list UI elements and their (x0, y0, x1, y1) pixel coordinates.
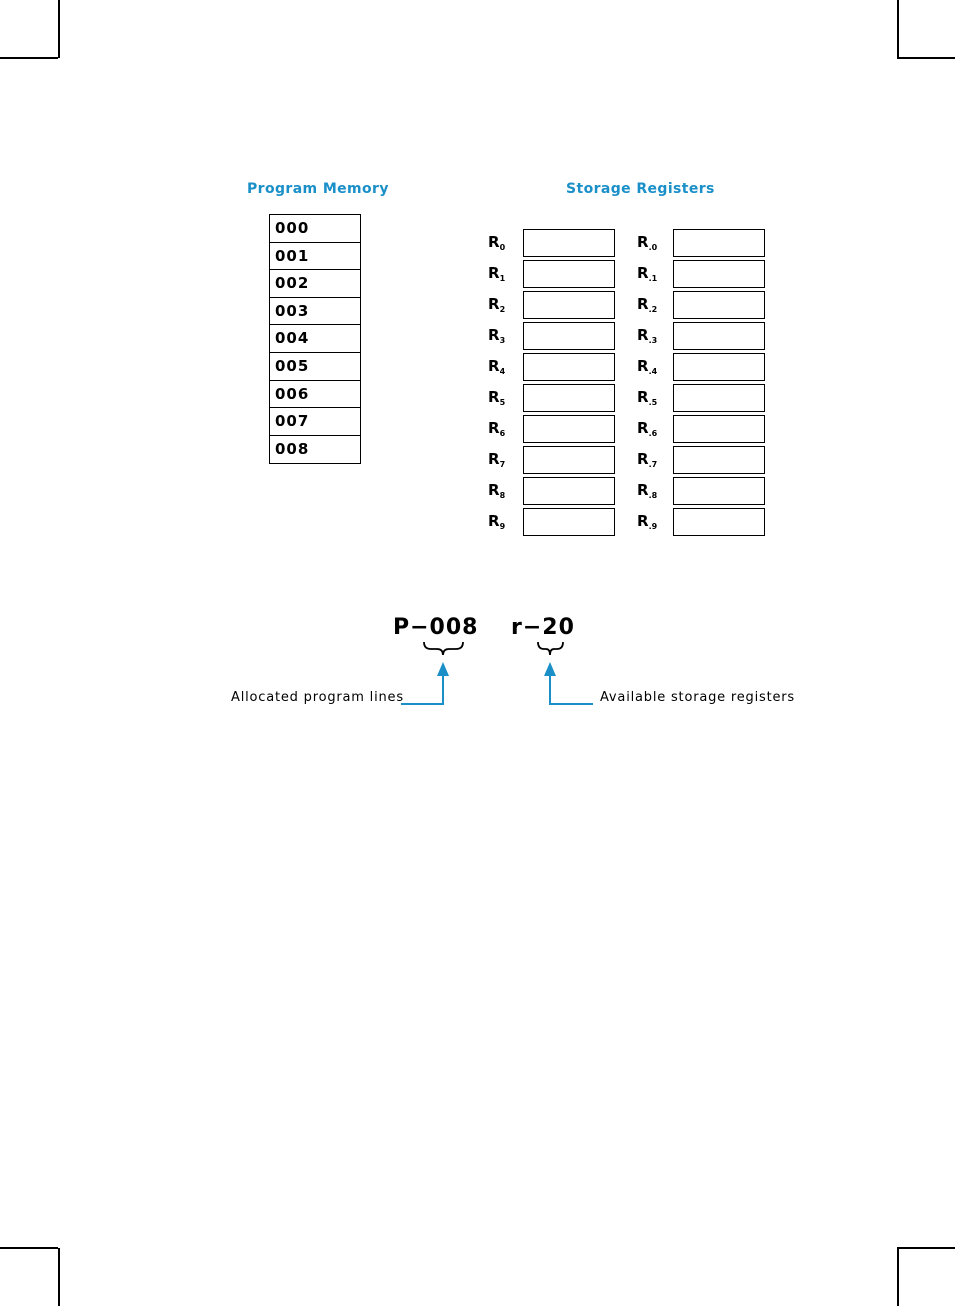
register-box (673, 353, 765, 381)
register-letter: R (488, 326, 500, 344)
register-box (523, 415, 615, 443)
register-box (673, 477, 765, 505)
crop-mark-bottom-right-vertical (897, 1248, 899, 1306)
program-lines-brace (424, 642, 463, 655)
register-label (637, 481, 657, 500)
register-index: .2 (648, 305, 658, 314)
register-label (637, 326, 657, 345)
crop-mark-bottom-left-horizontal (0, 1247, 58, 1249)
register-index: .9 (648, 522, 658, 531)
crop-mark-top-left-horizontal (0, 57, 58, 59)
crop-mark-bottom-left-vertical (58, 1248, 60, 1306)
register-letter: R (637, 419, 649, 437)
register-index: 2 (499, 305, 506, 314)
storage-registers-heading: Storage Registers (566, 181, 715, 197)
register-label (488, 388, 505, 407)
register-letter: R (637, 512, 649, 530)
register-box (523, 446, 615, 474)
register-letter: R (488, 233, 500, 251)
register-box (673, 291, 765, 319)
register-index: 1 (499, 274, 506, 283)
register-box (673, 322, 765, 350)
register-status-display: r−20 (511, 615, 575, 640)
register-label (488, 450, 505, 469)
register-letter: R (637, 264, 649, 282)
register-label (637, 450, 657, 469)
register-letter: R (488, 481, 500, 499)
register-label (488, 264, 505, 283)
allocated-program-lines-caption: Allocated program lines (231, 690, 404, 705)
register-letter: R (637, 233, 649, 251)
register-index: .6 (648, 429, 658, 438)
program-line: 006 (270, 381, 360, 409)
register-letter: R (488, 264, 500, 282)
register-letter: R (488, 419, 500, 437)
program-line: 001 (270, 243, 360, 271)
register-box (673, 229, 765, 257)
crop-mark-top-right-vertical (897, 0, 899, 58)
register-box (523, 384, 615, 412)
register-box (523, 353, 615, 381)
register-box (673, 260, 765, 288)
register-index: .4 (648, 367, 658, 376)
register-box (673, 384, 765, 412)
register-index: .3 (648, 336, 658, 345)
register-index: .7 (648, 460, 658, 469)
program-memory-heading: Program Memory (247, 181, 389, 197)
register-index: 6 (499, 429, 506, 438)
register-label (488, 481, 505, 500)
register-letter: R (488, 295, 500, 313)
register-label (488, 295, 505, 314)
register-index: .0 (648, 243, 658, 252)
register-label (637, 357, 657, 376)
register-letter: R (637, 326, 649, 344)
register-letter: R (637, 388, 649, 406)
program-memory-table (269, 214, 361, 464)
register-label (637, 388, 657, 407)
register-index: 0 (499, 243, 506, 252)
register-box (523, 260, 615, 288)
register-letter: R (488, 450, 500, 468)
crop-mark-bottom-right-horizontal (897, 1247, 955, 1249)
program-lines-arrow (401, 662, 449, 704)
register-letter: R (488, 357, 500, 375)
register-box (673, 446, 765, 474)
register-letter: R (488, 388, 500, 406)
register-letter: R (637, 481, 649, 499)
register-index: 9 (499, 522, 506, 531)
register-label (488, 326, 505, 345)
program-line: 002 (270, 270, 360, 298)
register-box (673, 415, 765, 443)
register-box (523, 291, 615, 319)
register-index: .5 (648, 398, 658, 407)
register-label (488, 512, 505, 531)
register-index: 4 (499, 367, 506, 376)
program-status-display: P−008 (393, 615, 479, 640)
register-letter: R (637, 357, 649, 375)
register-box (523, 477, 615, 505)
crop-mark-top-right-horizontal (897, 57, 955, 59)
register-index: 8 (499, 491, 506, 500)
program-line: 000 (270, 215, 360, 243)
register-box (523, 229, 615, 257)
register-label (488, 357, 505, 376)
register-index: 3 (499, 336, 506, 345)
storage-registers-brace (538, 642, 563, 655)
crop-mark-top-left-vertical (58, 0, 60, 58)
register-label (637, 295, 657, 314)
program-line: 005 (270, 353, 360, 381)
register-box (673, 508, 765, 536)
register-label (637, 233, 657, 252)
register-index: 7 (499, 460, 506, 469)
register-letter: R (488, 512, 500, 530)
storage-registers-arrow (544, 662, 593, 704)
register-index: .8 (648, 491, 658, 500)
register-label (637, 512, 657, 531)
register-label (488, 233, 505, 252)
register-index: 5 (499, 398, 506, 407)
program-line: 007 (270, 408, 360, 436)
program-line: 008 (275, 439, 310, 458)
register-box (523, 322, 615, 350)
register-label (488, 419, 505, 438)
program-line: 004 (270, 325, 360, 353)
available-storage-registers-caption: Available storage registers (600, 690, 795, 705)
register-label (637, 264, 657, 283)
register-letter: R (637, 295, 649, 313)
register-index: .1 (648, 274, 658, 283)
register-box (523, 508, 615, 536)
register-label (637, 419, 657, 438)
register-letter: R (637, 450, 649, 468)
program-line: 003 (270, 298, 360, 326)
